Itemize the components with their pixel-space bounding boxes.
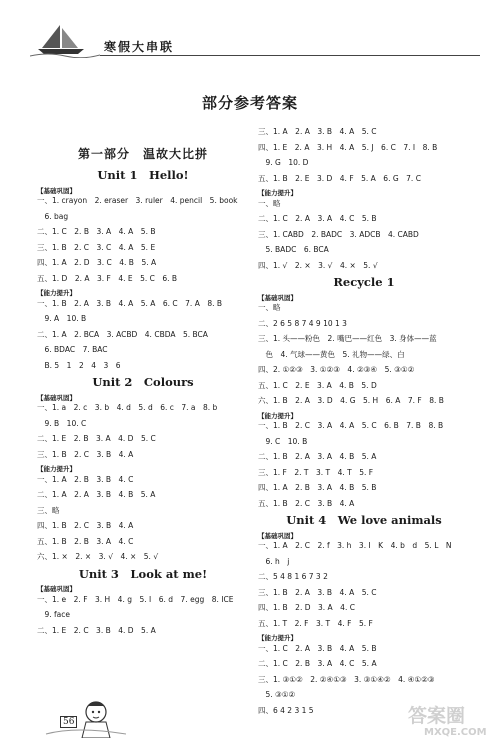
answer-line: 五、1. D 2. A 3. F 4. E 5. C 6. B (37, 273, 178, 283)
answer-line: 五、1. B 2. B 3. A 4. C (37, 536, 134, 546)
page-number: 56 (60, 716, 77, 728)
answer-line: 二、1. C 2. B 3. A 4. C 5. A (258, 659, 377, 668)
answer-line: 二、2 6 5 8 7 4 9 10 1 3 (258, 318, 347, 328)
answer-line: 四、1. B 2. D 3. A 4. C (258, 603, 355, 612)
answer-line: 5. ③①② (258, 690, 296, 699)
answer-line: 一、1. B 2. C 3. A 4. A 5. C 6. B 7. B 8. B (258, 421, 444, 430)
answer-line: 一、1. B 2. A 3. B 4. A 5. A 6. C 7. A 8. B (37, 298, 223, 308)
answer-line: 一、1. A 2. B 3. B 4. C (37, 474, 134, 484)
answer-line: 一、1. a 2. c 3. b 4. d 5. d 6. c 7. a 8. b (37, 403, 218, 412)
answer-line: 二、1. B 2. A 3. A 4. B 5. A (258, 452, 377, 461)
answer-line: 二、1. E 2. C 3. B 4. D 5. A (37, 625, 156, 635)
answer-line: 三、1. B 2. C 3. B 4. A (37, 449, 134, 459)
section-label: 【能力提升】 (37, 465, 76, 473)
answer-line: 五、1. B 2. C 3. B 4. A (258, 498, 355, 508)
answer-line: 五、1. C 2. E 3. A 4. B 5. D (258, 380, 377, 390)
section-label: 【能力提升】 (258, 411, 297, 420)
answer-line: 9. G 10. D (258, 158, 309, 167)
sailboat-icon (30, 22, 100, 58)
section-label: 【基础巩固】 (37, 393, 76, 402)
answer-line: 三、1. A 2. A 3. B 4. A 5. C (258, 127, 377, 136)
answer-line: 6. BDAC 7. BAC (37, 345, 108, 354)
unit-title: Unit 1 Hello! (97, 168, 189, 182)
answer-line: 一、1. A 2. C 2. f 3. h 3. I K 4. b d 5. L N (258, 541, 452, 550)
answer-line: B. 5 1 2 4 3 6 (37, 360, 121, 370)
unit-title: Unit 2 Colours (92, 375, 194, 389)
answer-line: 四、1. B 2. C 3. B 4. A (37, 521, 134, 530)
answer-line: 三、略 (37, 505, 60, 515)
answer-line: 六、1. × 2. × 3. √ 4. × 5. √ (37, 552, 159, 561)
answer-line: 一、1. e 2. F 3. H 4. g 5. I 6. d 7. egg 8. ICE (37, 594, 234, 604)
answer-line: 一、略 (258, 198, 281, 208)
unit-title: Recycle 1 (333, 275, 395, 289)
section-label: 【能力提升】 (258, 189, 297, 197)
left-column (37, 140, 249, 642)
answer-line: 四、1. √ 2. × 3. √ 4. × 5. √ (258, 260, 378, 270)
answer-line: 一、1. crayon 2. eraser 3. ruler 4. pencil 5. book (37, 196, 238, 205)
answer-line: 三、1. CABD 2. BADC 3. ADCB 4. CABD (258, 229, 419, 239)
answer-line: 四、6 4 2 3 1 5 (258, 705, 314, 715)
page-title: 部分参考答案 (201, 94, 298, 112)
answer-line: 9. C 10. B (258, 436, 308, 446)
answer-line: 二、1. A 2. BCA 3. ACBD 4. CBDA 5. BCA (37, 329, 208, 339)
answer-line: 五、1. T 2. F 3. T 4. F 5. F (258, 618, 373, 628)
answer-line: 四、1. E 2. A 3. H 4. A 5. J 6. C 7. I 8. B (258, 142, 438, 152)
watermark-url: MXQE.COM (424, 727, 487, 738)
answer-line: 三、1. B 2. A 3. B 4. A 5. C (258, 587, 377, 597)
answer-line: 四、1. A 2. B 3. A 4. B 5. B (258, 483, 377, 492)
section-label: 【能力提升】 (37, 289, 76, 297)
answer-line: 三、1. ③①② 2. ②④①③ 3. ③①④② 4. ④①②③ (258, 674, 435, 684)
section-label: 【基础巩固】 (258, 293, 297, 302)
answer-line: 一、1. C 2. A 3. B 4. A 5. B (258, 643, 377, 653)
answer-line: 9. B 10. C (37, 418, 87, 428)
answer-line: 三、1. B 2. C 3. C 4. A 5. E (37, 242, 156, 252)
answer-line: 5. BADC 6. BCA (258, 245, 329, 254)
answer-line: 六、1. B 2. A 3. D 4. G 5. H 6. A 7. F 8. B (258, 396, 444, 405)
answer-line: 9. face (37, 610, 71, 619)
part-title: 第一部分 温故大比拼 (77, 147, 208, 161)
section-label: 【基础巩固】 (37, 186, 76, 195)
section-label: 【能力提升】 (258, 634, 297, 642)
answer-line: 色 4. 气球——黄色 5. 礼物——绿、白 (258, 349, 405, 359)
answer-line: 二、5 4 8 1 6 7 3 2 (258, 572, 328, 581)
answer-line: 二、1. C 2. B 3. A 4. A 5. B (37, 227, 156, 236)
right-column (258, 128, 470, 722)
header-title: 寒假大串联 (104, 40, 175, 54)
answer-line: 二、1. C 2. A 3. A 4. C 5. B (258, 214, 377, 223)
header-rule (100, 55, 480, 56)
answer-line: 9. A 10. B (37, 314, 87, 323)
answer-line: 6. bag (37, 211, 69, 221)
cartoon-child-icon (36, 698, 126, 738)
answer-line: 四、2. ①②③ 3. ①②③ 4. ②③④ 5. ③①② (258, 365, 415, 374)
section-label: 【基础巩固】 (37, 585, 76, 593)
section-label: 【基础巩固】 (258, 531, 297, 540)
answer-line: 二、1. E 2. B 3. A 4. D 5. C (37, 434, 156, 443)
answer-line: 三、1. F 2. T 3. T 4. T 5. F (258, 467, 374, 477)
watermark-logo (404, 700, 496, 738)
answer-line: 三、1. 头——粉色 2. 嘴巴——红色 3. 身体——蓝 (258, 334, 437, 343)
page-header (30, 22, 480, 56)
answer-line: 五、1. B 2. E 3. D 4. F 5. A 6. G 7. C (258, 173, 421, 183)
watermark-text: 答案圈 (408, 705, 466, 727)
answer-line: 一、略 (258, 303, 281, 312)
answer-line: 四、1. A 2. D 3. C 4. B 5. A (37, 258, 157, 267)
answer-line: 6. h j (258, 556, 290, 566)
right-answer-list (258, 128, 470, 714)
unit-title: Unit 3 Look at me! (78, 566, 208, 581)
left-answer-list (37, 170, 249, 634)
unit-title: Unit 4 We love animals (286, 513, 442, 527)
answer-line: 二、1. A 2. A 3. B 4. B 5. A (37, 490, 156, 499)
